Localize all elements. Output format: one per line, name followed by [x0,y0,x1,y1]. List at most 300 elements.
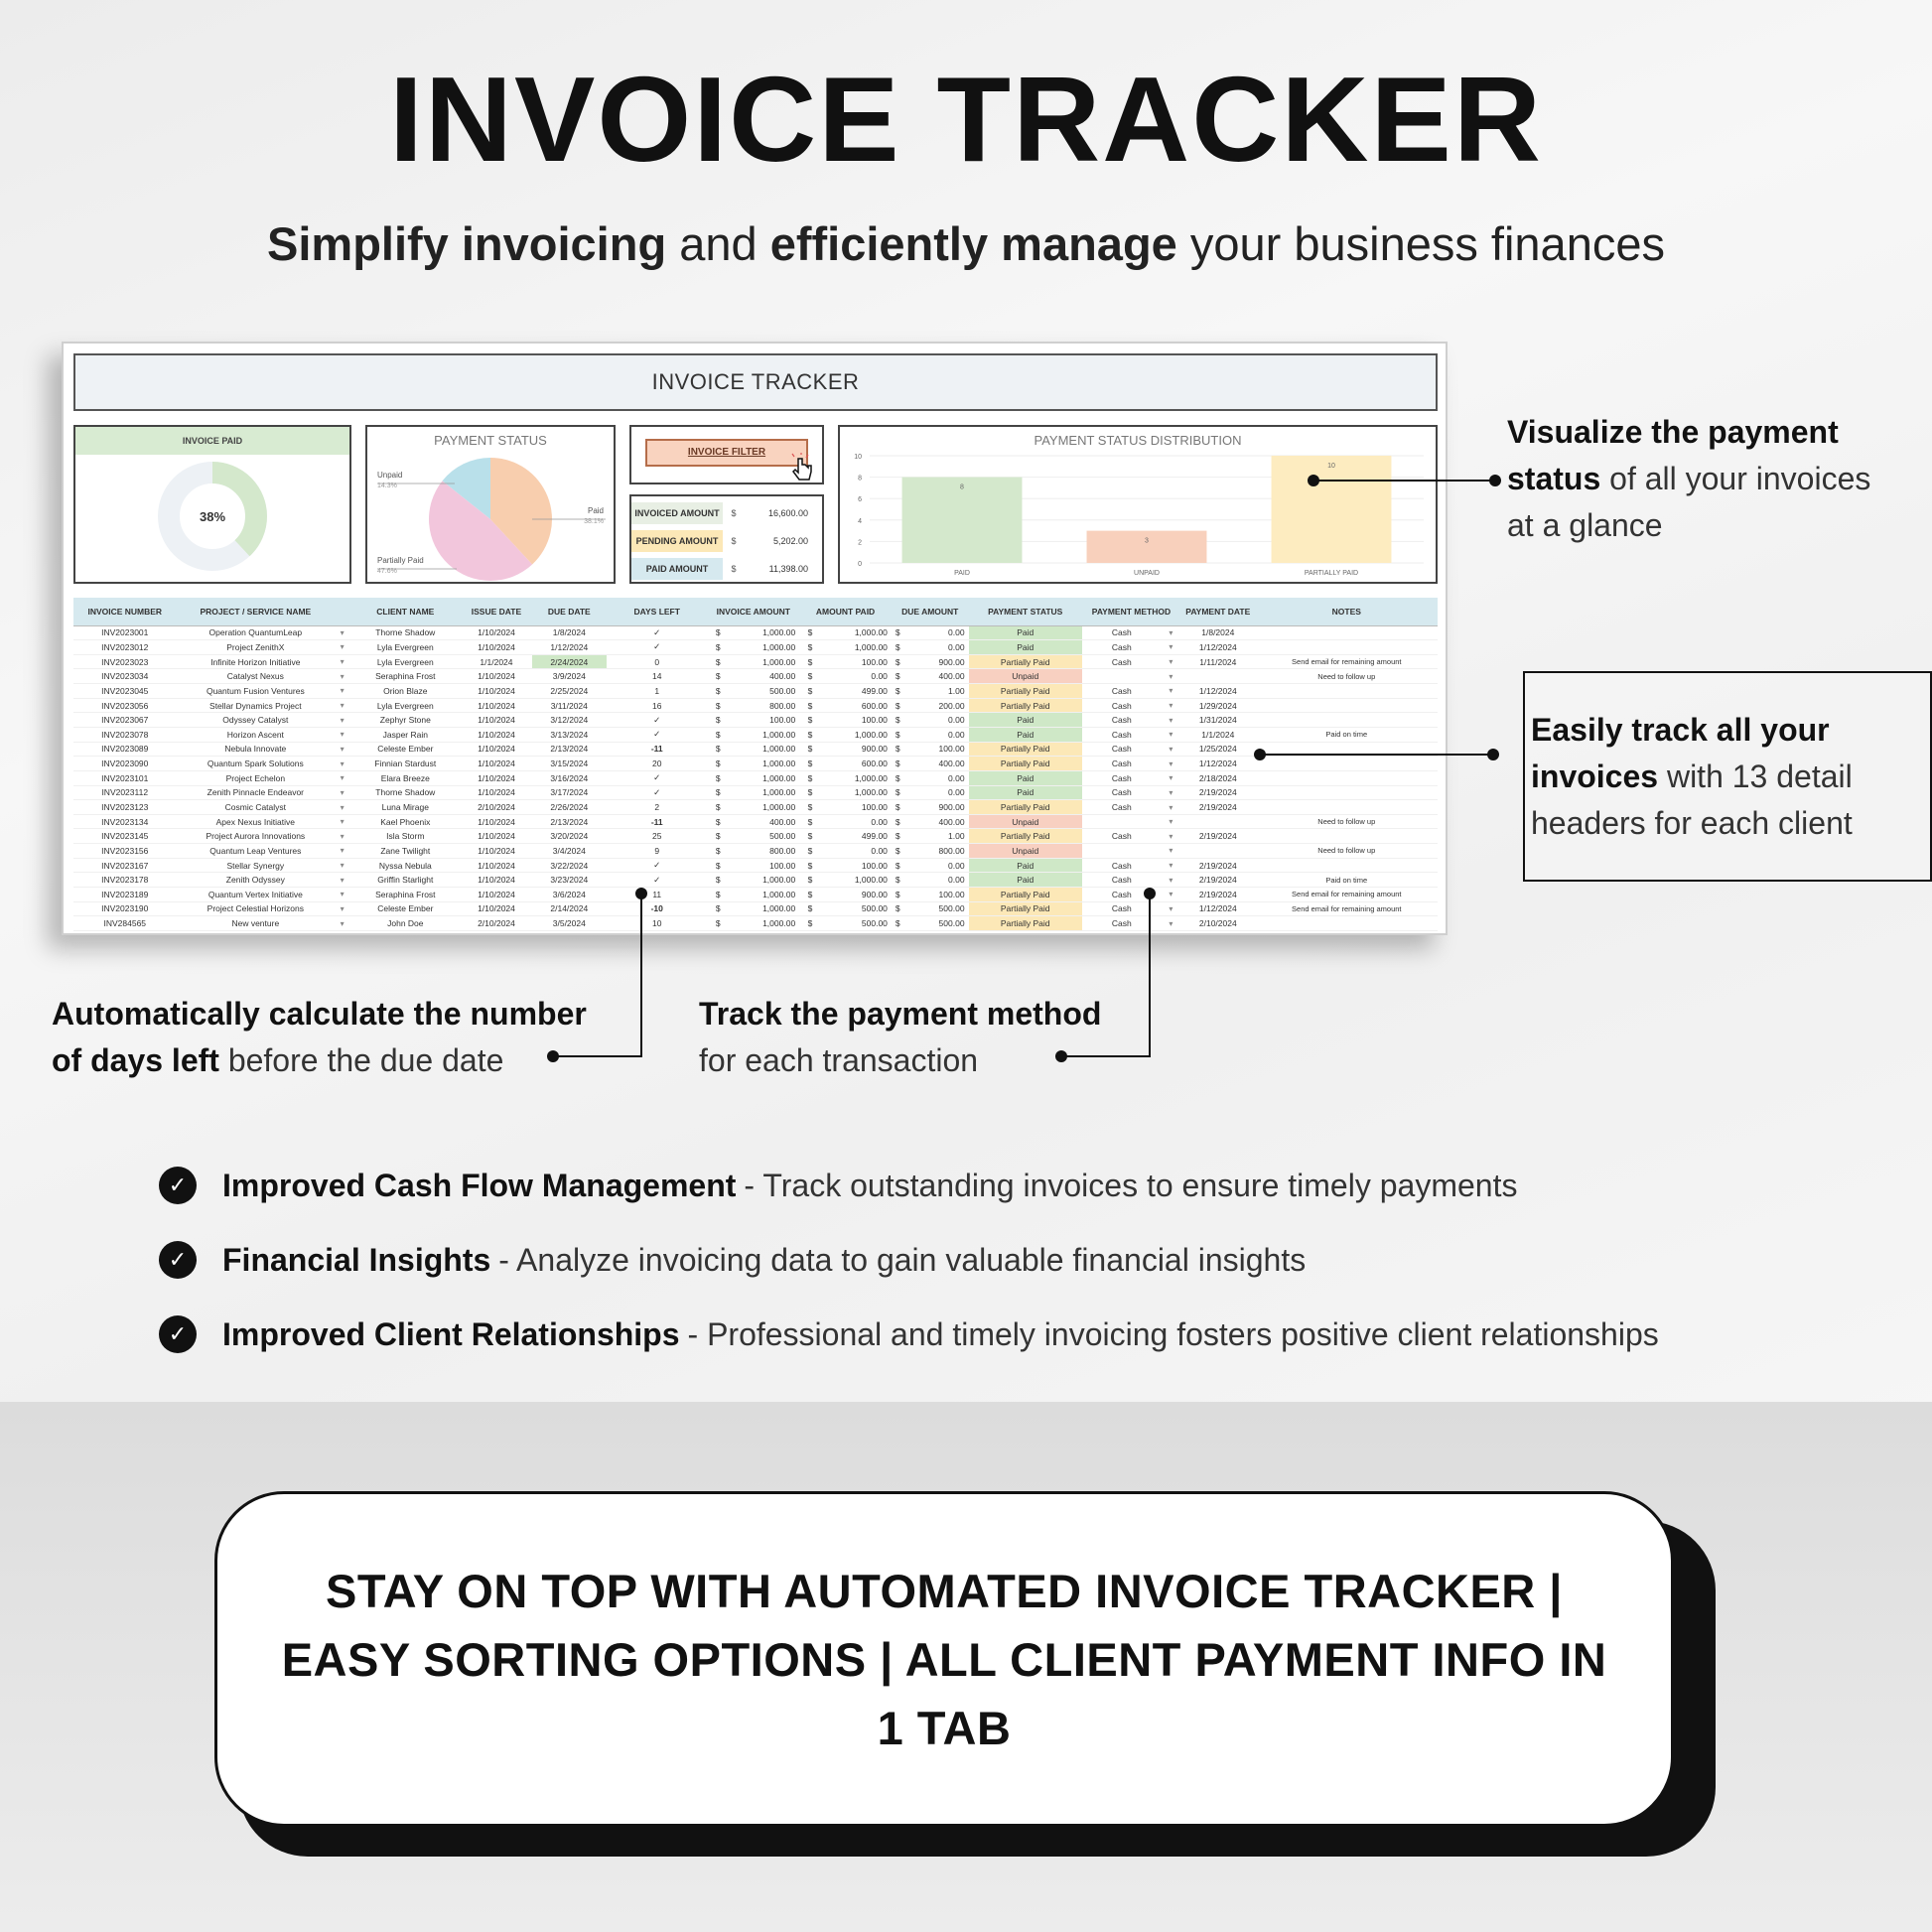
subtitle-part: Simplify invoicing [267,217,667,270]
issue-date-cell: 1/10/2024 [461,625,531,640]
table-row[interactable] [73,654,1438,669]
client-name-cell: Jasper Rain [349,727,461,742]
project-name-cell: Horizon Ascent [177,727,336,742]
payment-date-cell: 2/19/2024 [1180,888,1255,902]
currency-cell: $ [707,785,729,800]
paid-amount-row [631,558,822,580]
dropdown-arrow-icon[interactable]: ▾ [1162,888,1180,902]
notes-cell: Send email for remaining amount [1256,888,1438,902]
currency-cell: $ [707,901,729,916]
y-tick-label: 6 [858,496,862,504]
payment-date-cell: 1/29/2024 [1180,698,1255,713]
amount-paid-cell: 499.00 [821,829,892,844]
issue-date-cell: 1/10/2024 [461,684,531,699]
days-left-cell: ✓ [607,858,707,873]
callout-payment-method [699,991,1156,1084]
invoice-amount-cell: 100.00 [729,858,799,873]
amount-paid-cell: 100.00 [821,713,892,728]
client-name-cell: Finnian Stardust [349,757,461,771]
dropdown-arrow-icon[interactable]: ▾ [335,698,349,713]
column-header[interactable]: PROJECT / SERVICE NAME [177,598,336,625]
amount-label: INVOICED AMOUNT [631,502,723,524]
subtitle-part: your business finances [1176,217,1665,270]
table-row[interactable] [73,888,1438,902]
days-left-cell: 16 [607,698,707,713]
currency-cell: $ [799,669,821,684]
payment-status-cell: Partially Paid [969,916,1082,931]
column-header[interactable]: PAYMENT STATUS [969,598,1082,625]
days-left-cell: ✓ [607,727,707,742]
table-row[interactable] [73,858,1438,873]
due-date-cell: 3/9/2024 [532,669,607,684]
payment-method-cell: Cash [1082,684,1162,699]
invoice-table [73,598,1438,931]
payment-method-cell: Cash [1082,625,1162,640]
dropdown-arrow-icon[interactable]: ▾ [335,669,349,684]
client-name-cell: Celeste Ember [349,742,461,757]
currency-cell: $ [895,918,900,929]
amount-paid-cell: 0.00 [821,814,892,829]
project-name-cell: Infinite Horizon Initiative [177,654,336,669]
dropdown-arrow-icon[interactable]: ▾ [1162,625,1180,640]
dropdown-arrow-icon[interactable]: ▾ [335,916,349,931]
project-name-cell: Zenith Odyssey [177,873,336,888]
invoice-amount-cell: 500.00 [729,829,799,844]
payment-date-cell: 1/11/2024 [1180,654,1255,669]
table-row[interactable] [73,698,1438,713]
days-left-cell: ✓ [607,713,707,728]
dropdown-arrow-icon[interactable]: ▾ [1162,757,1180,771]
dropdown-arrow-icon[interactable]: ▾ [1162,785,1180,800]
feature-title: Improved Cash Flow Management [222,1167,737,1203]
dropdown-arrow-icon[interactable]: ▾ [335,770,349,785]
payment-distribution-panel [838,425,1438,584]
payment-status-cell: Partially Paid [969,800,1082,815]
column-header[interactable]: DAYS LEFT [607,598,707,625]
issue-date-cell: 1/10/2024 [461,640,531,655]
callout-line [553,1055,642,1057]
payment-method-cell: Cash [1082,901,1162,916]
invoice-amount-cell: 1,000.00 [729,800,799,815]
dropdown-arrow-icon[interactable]: ▾ [335,858,349,873]
callout-text: Track the payment method [699,996,1102,1032]
pie-label-partial: Partially Paid [377,556,424,565]
callout-dot [1487,749,1499,760]
amount-paid-cell: 900.00 [821,888,892,902]
currency-cell: $ [895,889,900,899]
dropdown-arrow-icon[interactable]: ▾ [1162,916,1180,931]
feature-item [159,1166,1517,1205]
due-amount-cell: 1.00 [948,685,965,696]
due-amount-cell: 0.00 [948,772,965,783]
client-name-cell: Thorne Shadow [349,625,461,640]
client-name-cell: Seraphina Frost [349,669,461,684]
payment-status-cell: Partially Paid [969,901,1082,916]
due-date-cell: 3/15/2024 [532,757,607,771]
table-row[interactable] [73,713,1438,728]
project-name-cell: New venture [177,916,336,931]
payment-method-cell: Cash [1082,713,1162,728]
client-name-cell: Seraphina Frost [349,888,461,902]
dropdown-arrow-icon[interactable]: ▾ [335,901,349,916]
currency-cell: $ [799,901,821,916]
table-row[interactable] [73,742,1438,757]
issue-date-cell: 1/1/2024 [461,654,531,669]
project-name-cell: Quantum Fusion Ventures [177,684,336,699]
currency-cell [892,858,969,873]
table-row[interactable] [73,785,1438,800]
x-category-label: PARTIALLY PAID [1304,570,1359,577]
table-row[interactable] [73,901,1438,916]
invoice-number-cell: INV2023101 [73,770,177,785]
column-header[interactable]: NOTES [1256,598,1438,625]
invoice-number-cell: INV2023112 [73,785,177,800]
callout-track [1531,707,1928,847]
amount-paid-cell: 100.00 [821,654,892,669]
payment-date-cell: 1/12/2024 [1180,684,1255,699]
project-name-cell: Stellar Synergy [177,858,336,873]
amount-currency: $ [731,508,737,518]
dropdown-arrow-icon[interactable]: ▾ [1162,654,1180,669]
dropdown-arrow-icon[interactable]: ▾ [335,684,349,699]
amount-paid-cell: 1,000.00 [821,770,892,785]
invoice-filter-panel [629,425,824,484]
currency-cell: $ [895,802,900,812]
currency-cell: $ [707,757,729,771]
currency-cell [892,888,969,902]
payment-method-cell: Cash [1082,858,1162,873]
dropdown-arrow-icon[interactable]: ▾ [1162,901,1180,916]
due-amount-cell: 900.00 [938,802,965,812]
currency-cell: $ [799,713,821,728]
payment-date-cell: 1/8/2024 [1180,625,1255,640]
due-amount-cell: 0.00 [948,860,965,871]
days-left-cell: 2 [607,800,707,815]
due-amount-cell: 0.00 [948,729,965,740]
dropdown-arrow-icon[interactable]: ▾ [335,640,349,655]
dropdown-arrow-icon[interactable]: ▾ [335,785,349,800]
invoice-number-cell: INV2023023 [73,654,177,669]
amount-paid-cell: 1,000.00 [821,873,892,888]
currency-cell: $ [707,727,729,742]
due-amount-cell: 100.00 [938,744,965,755]
table-row[interactable] [73,814,1438,829]
table-row[interactable] [73,757,1438,771]
pie-pct-paid: 38.1% [584,518,604,525]
dropdown-arrow-icon[interactable]: ▾ [335,654,349,669]
days-left-cell: ✓ [607,770,707,785]
callout-text: headers for each client [1531,805,1853,841]
table-row[interactable] [73,640,1438,655]
dropdown-arrow-icon[interactable]: ▾ [335,800,349,815]
due-amount-cell: 100.00 [938,889,965,899]
currency-cell: $ [799,785,821,800]
due-date-cell: 2/13/2024 [532,742,607,757]
days-left-cell: 11 [607,888,707,902]
dropdown-arrow-icon[interactable]: ▾ [1162,640,1180,655]
column-header[interactable]: PAYMENT METHOD [1082,598,1180,625]
payment-status-cell: Partially Paid [969,684,1082,699]
currency-cell: $ [707,916,729,931]
project-name-cell: Project Aurora Innovations [177,829,336,844]
invoice-amount-cell: 800.00 [729,844,799,859]
dropdown-arrow-icon[interactable]: ▾ [335,873,349,888]
y-tick-label: 0 [858,561,862,568]
payment-date-cell: 1/12/2024 [1180,901,1255,916]
payment-status-pie [367,448,614,581]
payment-status-cell: Paid [969,858,1082,873]
dropdown-arrow-icon[interactable]: ▾ [1162,800,1180,815]
currency-cell: $ [799,757,821,771]
invoice-amount-cell: 1,000.00 [729,785,799,800]
project-name-cell: Cosmic Catalyst [177,800,336,815]
amount-currency: $ [731,564,737,574]
dropdown-arrow-icon[interactable]: ▾ [335,713,349,728]
due-amount-cell: 900.00 [938,656,965,667]
invoice-number-cell: INV2023090 [73,757,177,771]
dropdown-arrow-icon[interactable]: ▾ [335,844,349,859]
table-row[interactable] [73,625,1438,640]
dropdown-arrow-icon[interactable]: ▾ [1162,844,1180,859]
dropdown-arrow-icon[interactable]: ▾ [335,742,349,757]
invoice-filter-button[interactable]: INVOICE FILTER [645,439,808,467]
due-date-cell: 2/24/2024 [532,654,607,669]
notes-cell [1256,625,1438,640]
due-date-cell: 3/20/2024 [532,829,607,844]
payment-date-cell: 2/10/2024 [1180,916,1255,931]
project-name-cell: Project Celestial Horizons [177,901,336,916]
column-header[interactable]: ISSUE DATE [461,598,531,625]
payment-method-cell [1082,669,1162,684]
issue-date-cell: 1/10/2024 [461,727,531,742]
payment-method-cell: Cash [1082,640,1162,655]
column-header[interactable]: CLIENT NAME [349,598,461,625]
invoice-number-cell: INV2023034 [73,669,177,684]
payment-method-cell [1082,844,1162,859]
project-name-cell: Quantum Leap Ventures [177,844,336,859]
table-row[interactable] [73,916,1438,931]
table-row[interactable] [73,727,1438,742]
days-left-cell: -11 [607,814,707,829]
currency-cell: $ [707,800,729,815]
table-row[interactable] [73,669,1438,684]
table-row[interactable] [73,844,1438,859]
client-name-cell: Lyla Evergreen [349,640,461,655]
invoice-amount-cell: 1,000.00 [729,916,799,931]
client-name-cell: Elara Breeze [349,770,461,785]
table-header-row [73,598,1438,625]
dropdown-arrow-icon[interactable]: ▾ [1162,858,1180,873]
invoice-amount-cell: 400.00 [729,814,799,829]
currency-cell: $ [707,814,729,829]
payment-status-cell: Paid [969,785,1082,800]
currency-cell: $ [799,858,821,873]
client-name-cell: John Doe [349,916,461,931]
issue-date-cell: 1/10/2024 [461,888,531,902]
notes-cell [1256,757,1438,771]
payment-status-title: PAYMENT STATUS [434,433,547,448]
currency-cell [892,625,969,640]
column-header[interactable]: INVOICE NUMBER [73,598,177,625]
dropdown-arrow-icon[interactable]: ▾ [1162,684,1180,699]
amount-label: PAID AMOUNT [631,558,723,580]
dropdown-arrow-icon[interactable]: ▾ [335,727,349,742]
pie-label-paid: Paid [587,506,604,515]
amount-paid-cell: 500.00 [821,916,892,931]
payment-date-cell: 1/31/2024 [1180,713,1255,728]
currency-cell: $ [707,654,729,669]
invoice-amount-cell: 400.00 [729,669,799,684]
invoice-number-cell: INV2023123 [73,800,177,815]
currency-cell: $ [895,903,900,914]
client-name-cell: Lyla Evergreen [349,654,461,669]
dropdown-arrow-icon[interactable]: ▾ [335,829,349,844]
payment-date-cell: 2/19/2024 [1180,785,1255,800]
dropdown-arrow-icon[interactable]: ▾ [335,625,349,640]
amount-paid-cell: 1,000.00 [821,640,892,655]
column-header[interactable]: DUE AMOUNT [892,598,969,625]
currency-cell: $ [799,873,821,888]
currency-cell [892,916,969,931]
dropdown-arrow-icon[interactable]: ▾ [1162,727,1180,742]
currency-cell: $ [799,829,821,844]
currency-cell: $ [799,654,821,669]
currency-cell: $ [799,916,821,931]
dropdown-arrow-icon[interactable]: ▾ [1162,770,1180,785]
invoiced-amount-row [631,502,822,524]
currency-cell: $ [799,888,821,902]
dropdown-arrow-icon[interactable]: ▾ [1162,829,1180,844]
due-date-cell: 3/4/2024 [532,844,607,859]
currency-cell [892,654,969,669]
payment-status-cell: Partially Paid [969,888,1082,902]
payment-date-cell [1180,844,1255,859]
table-row[interactable] [73,800,1438,815]
table-row[interactable] [73,770,1438,785]
column-header[interactable]: AMOUNT PAID [799,598,892,625]
currency-cell: $ [799,800,821,815]
payment-status-cell: Partially Paid [969,742,1082,757]
amount-paid-cell: 1,000.00 [821,727,892,742]
invoice-number-cell: INV2023067 [73,713,177,728]
callout-dot [1144,888,1156,899]
amount-paid-cell: 100.00 [821,858,892,873]
callout-text: before the due date [218,1042,504,1078]
invoice-amount-cell: 800.00 [729,698,799,713]
payment-method-cell: Cash [1082,742,1162,757]
due-amount-cell: 0.00 [948,641,965,652]
currency-cell: $ [799,814,821,829]
currency-cell: $ [895,729,900,740]
invoice-amount-cell: 1,000.00 [729,757,799,771]
payment-status-cell: Unpaid [969,669,1082,684]
dropdown-arrow-icon[interactable]: ▾ [335,814,349,829]
project-name-cell: Stellar Dynamics Project [177,698,336,713]
currency-cell: $ [707,713,729,728]
table-row[interactable] [73,829,1438,844]
column-header[interactable]: PAYMENT DATE [1180,598,1255,625]
table-row[interactable] [73,684,1438,699]
currency-cell: $ [799,684,821,699]
invoice-number-cell: INV2023145 [73,829,177,844]
pie-pct-partial: 47.6% [377,568,397,575]
feature-title: Financial Insights [222,1241,491,1278]
currency-cell: $ [895,627,900,638]
dropdown-arrow-icon[interactable]: ▾ [1162,814,1180,829]
invoice-number-cell: INV2023045 [73,684,177,699]
payment-method-cell: Cash [1082,873,1162,888]
currency-cell [892,757,969,771]
due-date-cell: 3/16/2024 [532,770,607,785]
days-left-cell: ✓ [607,640,707,655]
currency-cell [892,669,969,684]
amount-value: 11,398.00 [768,564,808,574]
column-header[interactable]: INVOICE AMOUNT [707,598,799,625]
payment-method-cell: Cash [1082,770,1162,785]
bar-unpaid [1087,531,1207,563]
currency-cell: $ [895,772,900,783]
issue-date-cell: 1/10/2024 [461,873,531,888]
due-date-cell: 2/14/2024 [532,901,607,916]
column-header [335,598,349,625]
invoice-number-cell: INV284565 [73,916,177,931]
dropdown-arrow-icon[interactable]: ▾ [1162,669,1180,684]
due-date-cell: 3/12/2024 [532,713,607,728]
days-left-cell: 1 [607,684,707,699]
dropdown-arrow-icon[interactable]: ▾ [1162,698,1180,713]
invoice-paid-panel [73,425,351,584]
currency-cell [892,640,969,655]
payment-date-cell: 2/19/2024 [1180,873,1255,888]
dropdown-arrow-icon[interactable]: ▾ [335,757,349,771]
payment-method-cell: Cash [1082,888,1162,902]
payment-date-cell [1180,814,1255,829]
invoice-number-cell: INV2023056 [73,698,177,713]
issue-date-cell: 1/10/2024 [461,829,531,844]
invoice-amount-cell: 1,000.00 [729,640,799,655]
issue-date-cell: 1/10/2024 [461,757,531,771]
payment-method-cell: Cash [1082,727,1162,742]
client-name-cell: Zane Twilight [349,844,461,859]
table-row[interactable] [73,873,1438,888]
dropdown-arrow-icon[interactable]: ▾ [1162,742,1180,757]
due-date-cell: 2/13/2024 [532,814,607,829]
notes-cell [1256,858,1438,873]
dropdown-arrow-icon[interactable]: ▾ [1162,873,1180,888]
client-name-cell: Isla Storm [349,829,461,844]
project-name-cell: Zenith Pinnacle Endeavor [177,785,336,800]
currency-cell [892,727,969,742]
currency-cell: $ [707,742,729,757]
pending-amount-row [631,530,822,552]
y-tick-label: 2 [858,539,862,547]
amount-paid-cell: 499.00 [821,684,892,699]
amount-value: 16,600.00 [767,508,808,518]
dropdown-arrow-icon[interactable]: ▾ [1162,713,1180,728]
y-tick-label: 8 [858,475,862,483]
issue-date-cell: 1/10/2024 [461,785,531,800]
x-category-label: PAID [954,570,970,577]
issue-date-cell: 2/10/2024 [461,916,531,931]
amount-paid-cell: 600.00 [821,698,892,713]
page-title: INVOICE TRACKER [389,52,1543,187]
payment-status-cell: Paid [969,770,1082,785]
client-name-cell: Orion Blaze [349,684,461,699]
currency-cell: $ [799,770,821,785]
column-header[interactable]: DUE DATE [532,598,607,625]
dropdown-arrow-icon[interactable]: ▾ [335,888,349,902]
feature-desc: - Analyze invoicing data to gain valuable financial insights [498,1241,1307,1278]
